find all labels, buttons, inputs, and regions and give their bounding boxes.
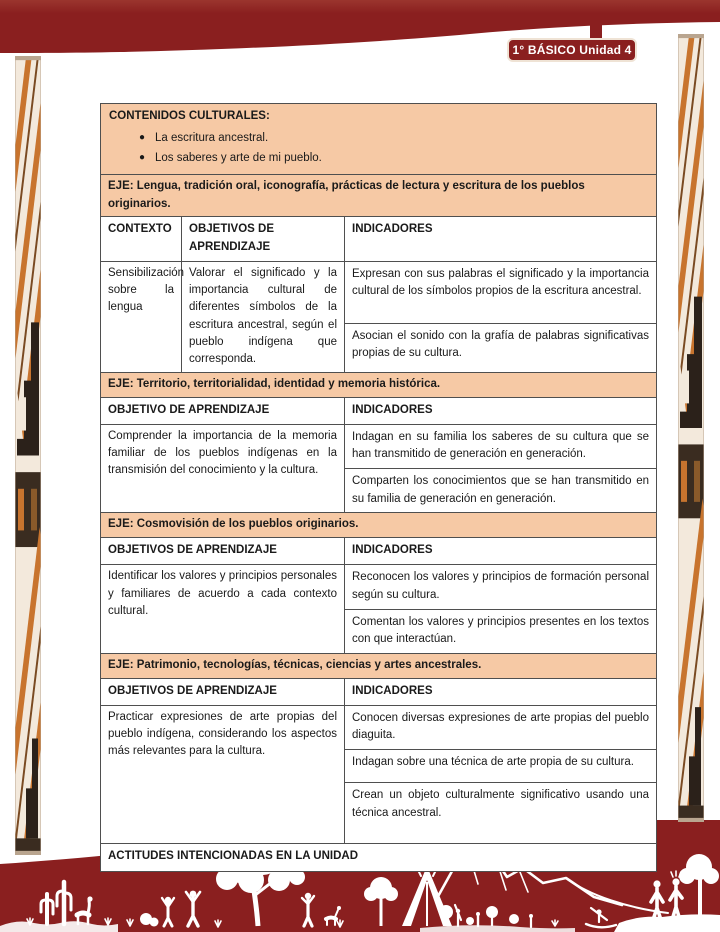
table-row: [101, 425, 656, 513]
contenidos-culturales-box: [100, 103, 657, 176]
eje-header-lengua: EJE: Lengua, tradición oral, iconografía, prácticas de lectura y escritura de los pueblos originarios.: [100, 174, 657, 218]
table-cosmovision: [100, 537, 657, 654]
cell-contexto: Sensibilización sobre la lengua: [101, 262, 182, 373]
column-header-indicadores: INDICADORES: [345, 217, 656, 262]
table-lengua: [100, 216, 657, 373]
bullet-icon: ●: [139, 151, 146, 163]
unit-badge-label: 1° BÁSICO Unidad 4: [512, 43, 632, 57]
cell-objetivo: Comprender la importancia de la memoria familiar de los pueblos indígenas en la transmisión del conocimiento y la cultura.: [101, 425, 345, 513]
table-header-row: [101, 398, 656, 425]
cell-indicadores: [345, 425, 656, 513]
eje-header-cosmovision: EJE: Cosmovisión de los pueblos originarios.: [100, 512, 657, 538]
indicador: Crean un objeto culturalmente significativo usando una técnica ancestral.: [352, 789, 649, 819]
column-header-indicadores: INDICADORES: [345, 679, 656, 706]
curriculum-table: [100, 103, 657, 872]
indicador: Expresan con sus palabras el significado y la importancia cultural de los símbolos propios de la escritura ancestral.: [345, 262, 656, 324]
column-header-objetivos: OBJETIVOS DE APRENDIZAJE: [101, 538, 345, 565]
table-header-row: [101, 217, 656, 262]
unit-badge: [507, 38, 637, 62]
indicador: Indagan sobre una técnica de arte propia de su cultura.: [345, 750, 656, 783]
cell-objetivo: Practicar expresiones de arte propias del pueblo indígena, considerando los aspectos más relevantes para la cultura.: [101, 706, 345, 844]
table-territorio: [100, 397, 657, 514]
table-header-row: [101, 679, 656, 706]
cell-objetivo: Valorar el significado y la importancia cultural de diferentes símbolos de la escritura ancestral, según el pueblo indígena que corresponda.: [182, 262, 345, 373]
indicador: Asocian el sonido con la grafía de palabras significativas propias de su cultura.: [352, 329, 649, 359]
column-header-objetivos: OBJETIVOS DE APRENDIZAJE: [182, 217, 345, 262]
indicador: Indagan en su familia los saberes de su cultura que se han transmitido de generación en generación.: [345, 425, 656, 470]
table-patrimonio: [100, 678, 657, 845]
column-header-contexto: CONTEXTO: [101, 217, 182, 262]
list-item: ● La escritura ancestral.: [139, 132, 269, 145]
cell-objetivo: Identificar los valores y principios personales y familiares de acuerdo a cada contexto cultural.: [101, 565, 345, 653]
andean-pattern-left-border-icon: [15, 56, 41, 855]
cell-indicadores: [345, 565, 656, 653]
column-header-objetivo: OBJETIVO DE APRENDIZAJE: [101, 398, 345, 425]
actitudes-row: ACTITUDES INTENCIONADAS EN LA UNIDAD: [100, 843, 657, 871]
andean-pattern-right-border-icon: [678, 34, 704, 822]
contenidos-list: [109, 130, 648, 167]
indicador: Comentan los valores y principios presentes en los textos con que interactúan.: [352, 615, 649, 645]
bullet-icon: ●: [139, 132, 146, 144]
cell-indicadores: [345, 706, 656, 844]
indicador: Reconocen los valores y principios de formación personal según su cultura.: [345, 565, 656, 610]
eje-header-patrimonio: EJE: Patrimonio, tecnologías, técnicas, ciencias y artes ancestrales.: [100, 653, 657, 679]
eje-header-territorio: EJE: Territorio, territorialidad, identidad y memoria histórica.: [100, 372, 657, 398]
contenidos-title: CONTENIDOS CULTURALES:: [109, 110, 270, 122]
list-item: ● Los saberes y arte de mi pueblo.: [139, 151, 322, 164]
cell-indicadores: [345, 262, 656, 373]
column-header-indicadores: INDICADORES: [345, 538, 656, 565]
table-header-row: [101, 538, 656, 565]
column-header-indicadores: INDICADORES: [345, 398, 656, 425]
column-header-objetivos: OBJETIVOS DE APRENDIZAJE: [101, 679, 345, 706]
table-row: [101, 565, 656, 653]
indicador: Conocen diversas expresiones de arte propias del pueblo diaguita.: [345, 706, 656, 751]
table-row: [101, 262, 656, 373]
table-row: [101, 706, 656, 844]
indicador: Comparten los conocimientos que se han transmitido en su familia de generación en generación.: [352, 475, 649, 505]
